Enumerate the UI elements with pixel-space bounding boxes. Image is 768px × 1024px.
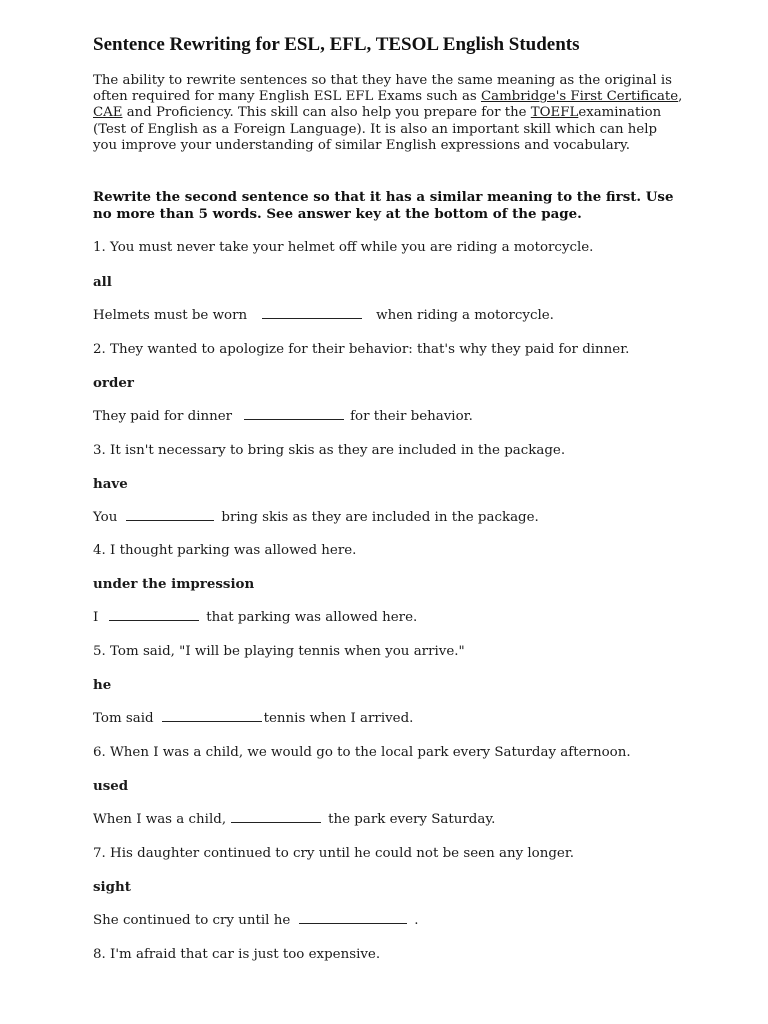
question-5-after: tennis when I arrived. xyxy=(263,711,414,726)
question-4-keyword: under the impression xyxy=(93,576,255,592)
intro-paragraph xyxy=(93,73,683,154)
question-6-before: When I was a child, xyxy=(93,812,227,827)
question-4-after: that parking was allowed here. xyxy=(206,610,418,625)
question-4-blank[interactable] xyxy=(109,620,199,621)
question-7-answer-line xyxy=(93,912,419,930)
question-2-after: for their behavior. xyxy=(350,409,473,424)
question-7-keyword: sight xyxy=(93,879,131,895)
question-6-keyword: used xyxy=(93,778,129,794)
question-2-blank[interactable] xyxy=(244,419,344,420)
question-7-prompt: 7. His daughter continued to cry until he could not be seen any longer. xyxy=(93,846,575,861)
question-3-before: You xyxy=(93,510,118,525)
cae-link[interactable]: CAE xyxy=(93,105,123,121)
toefl-link[interactable]: TOEFL xyxy=(530,105,579,121)
question-1-keyword: all xyxy=(93,274,112,290)
question-3-keyword: have xyxy=(93,476,128,492)
question-2-answer-line xyxy=(93,408,473,426)
question-1-blank[interactable] xyxy=(262,318,362,319)
intro-separator: , xyxy=(678,89,683,105)
question-3-prompt: 3. It isn't necessary to bring skis as they are included in the package. xyxy=(93,443,566,458)
question-5-keyword: he xyxy=(93,677,112,693)
cambridge-first-certificate-link[interactable]: Cambridge's First Certificate xyxy=(480,89,679,105)
question-6-answer-line xyxy=(93,811,495,829)
intro-text-1: The ability to rewrite sentences so that they have the same meaning as the original is often required for many English ESL EFL Exams such as xyxy=(93,73,672,105)
question-8-prompt: 8. I'm afraid that car is just too expensive. xyxy=(93,947,381,962)
question-1-before: Helmets must be worn xyxy=(93,308,248,323)
question-6-after: the park every Saturday. xyxy=(328,812,496,827)
question-7-after: . xyxy=(414,913,419,928)
question-6-blank[interactable] xyxy=(231,822,321,823)
question-1-prompt: 1. You must never take your helmet off while you are riding a motorcycle. xyxy=(93,240,594,255)
intro-text-2: and Proficiency. This skill can also help you prepare for the xyxy=(122,105,531,121)
question-6-prompt: 6. When I was a child, we would go to the local park every Saturday afternoon. xyxy=(93,745,631,760)
question-4-answer-line xyxy=(93,609,417,627)
question-4-before: I xyxy=(93,610,99,625)
question-7-before: She continued to cry until he xyxy=(93,913,291,928)
question-7-blank[interactable] xyxy=(299,923,407,924)
instructions: Rewrite the second sentence so that it has a similar meaning to the first. Use no more than 5 words. See answer key at the bottom of the page. xyxy=(93,189,674,222)
question-5-answer-line xyxy=(93,710,413,728)
question-2-before: They paid for dinner xyxy=(93,409,233,424)
question-3-blank[interactable] xyxy=(126,520,214,521)
question-4-prompt: 4. I thought parking was allowed here. xyxy=(93,543,357,558)
question-1-after: when riding a motorcycle. xyxy=(376,308,554,323)
page-title: Sentence Rewriting for ESL, EFL, TESOL English Students xyxy=(93,34,580,55)
question-5-before: Tom said xyxy=(93,711,154,726)
question-5-prompt: 5. Tom said, "I will be playing tennis when you arrive." xyxy=(93,644,465,659)
question-3-answer-line xyxy=(93,509,539,527)
question-5-blank[interactable] xyxy=(162,721,262,722)
question-2-keyword: order xyxy=(93,375,134,391)
question-2-prompt: 2. They wanted to apologize for their behavior: that's why they paid for dinner. xyxy=(93,342,630,357)
question-3-after: bring skis as they are included in the package. xyxy=(221,510,539,525)
intro-text-3: examination (Test of English as a Foreign Language). It is also an important skill which can help you improve your understanding of similar English expressions and vocabulary. xyxy=(93,105,662,153)
question-1-answer-line xyxy=(93,307,554,325)
